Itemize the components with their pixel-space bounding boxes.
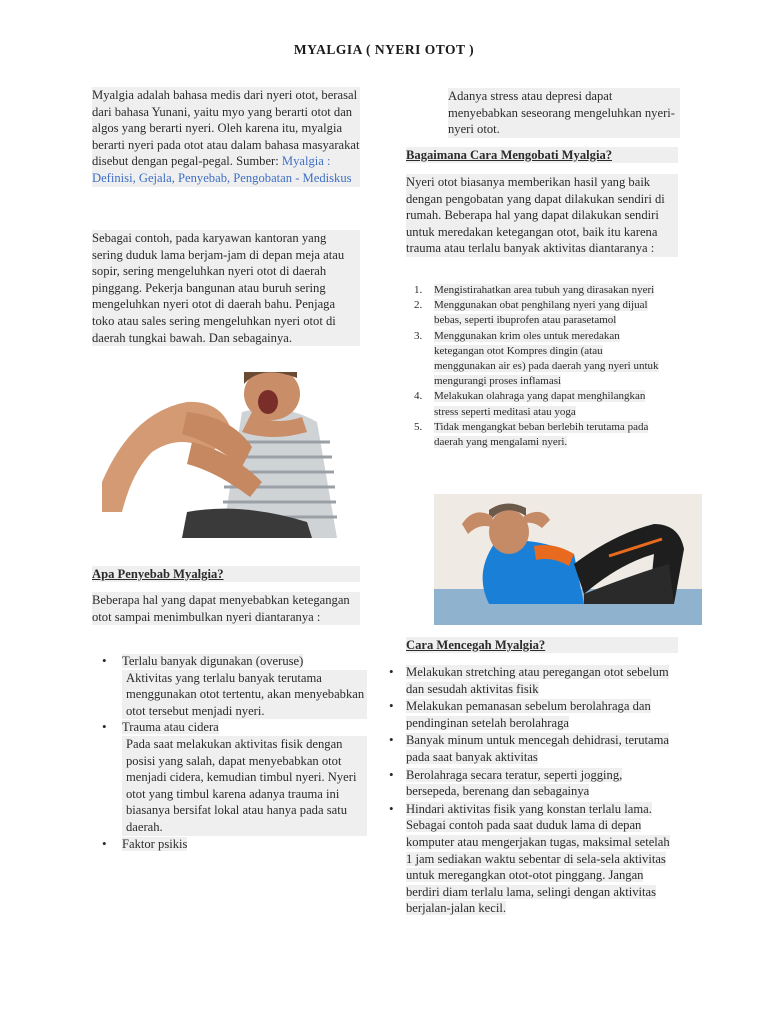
treatment-number: 2. xyxy=(414,299,423,312)
prevention-text: Berolahraga secara teratur, seperti jogging, bersepeda, berenang dan sebagainya xyxy=(406,767,623,799)
prevention-item xyxy=(406,767,670,800)
cause-item xyxy=(92,836,367,853)
treatment-number: 1. xyxy=(414,284,423,296)
cause-description: Pada saat melakukan aktivitas fisik dengan posisi yang salah, dapat menyebabkan otot menjadi cidera, kemudian timbul nyeri. Nyeri otot yang timbul karena adanya trauma ini biasanya bersifat lokal atau hanya pada satu daerah. xyxy=(122,736,367,836)
intro-paragraph xyxy=(92,87,360,187)
example-block xyxy=(92,230,360,346)
prevention-list-block xyxy=(406,664,670,918)
treatment-intro: Nyeri otot biasanya memberikan hasil yang baik dengan pengobatan yang dapat dilakukan sendiri di rumah. Beberapa hal yang dapat dilakukan sendiri untuk meredakan ketegangan otot, baik itu karena trauma atau terlalu banyak aktivitas diantaranya : xyxy=(406,174,678,257)
prevention-item xyxy=(406,664,670,697)
causes-list xyxy=(92,653,367,852)
treatment-item xyxy=(406,389,664,419)
cause-title: Trauma atau cidera xyxy=(122,720,219,735)
prevention-heading: Cara Mencegah Myalgia? xyxy=(406,637,678,653)
prevention-item xyxy=(406,801,670,917)
prevention-text: Melakukan pemanasan sebelum berolahraga dan pendinginan setelah berolahraga xyxy=(406,699,651,730)
treatment-item xyxy=(406,420,664,450)
treatment-number: 3. xyxy=(414,329,423,342)
prevention-text: Banyak minum untuk mencegah dehidrasi, terutama pada saat banyak aktivitas xyxy=(406,733,669,764)
treatment-list-block xyxy=(406,283,664,450)
treatment-item xyxy=(406,283,664,298)
situp-exercise-photo xyxy=(434,494,702,625)
cause-3-description-block xyxy=(448,88,680,138)
intro-block xyxy=(92,87,360,187)
intro-text: Myalgia adalah bahasa medis dari nyeri otot, berasal dari bahasa Yunani, yaitu myo yang berarti otot dan algos yang berarti nyeri. Oleh karena itu, myalgia berarti nyeri pada otot atau dalam bahasa masyarakat disebut dengan pegal-pegal. Sumber: xyxy=(92,88,360,169)
treatment-heading-block xyxy=(406,147,678,163)
cause-item xyxy=(92,653,367,719)
prevention-list xyxy=(406,664,670,917)
causes-intro-block xyxy=(92,592,360,625)
prevention-item xyxy=(406,698,670,731)
causes-heading: Apa Penyebab Myalgia? xyxy=(92,566,360,582)
page-title: MYALGIA ( NYERI OTOT ) xyxy=(293,42,475,57)
cause-title: Faktor psikis xyxy=(122,836,188,851)
treatment-number: 5. xyxy=(414,420,423,433)
cause-item xyxy=(92,719,367,835)
treatment-item xyxy=(406,329,664,390)
treatment-text: Menggunakan krim oles untuk meredakan ketegangan otot Kompres dingin (atau menggunakan air es) pada daerah yang nyeri untuk mengurangi proses inflamasi xyxy=(434,329,659,388)
treatment-text: Mengistirahatkan area tubuh yang dirasakan nyeri xyxy=(434,284,655,296)
prevention-text: Melakukan stretching atau peregangan otot sebelum dan sesudah aktivitas fisik xyxy=(406,665,669,696)
treatment-list xyxy=(406,283,664,450)
prevention-heading-block xyxy=(406,637,678,653)
prevention-text: Hindari aktivitas fisik yang konstan terlalu lama. Sebagai contoh pada saat duduk lama di depan komputer atau mengerjakan tugas, maksimal setelah 1 jam sediakan waktu sebentar di sela-sela aktivitas untuk meregangkan otot-otot pinggang. Jangan berdiri diam terlalu lama, selingi dengan aktivitas berjalan-jalan kecil. xyxy=(406,801,670,916)
treatment-item xyxy=(406,298,664,328)
causes-intro: Beberapa hal yang dapat menyebabkan ketegangan otot sampai menimbulkan nyeri diantaranya : xyxy=(92,592,360,625)
example-paragraph: Sebagai contoh, pada karyawan kantoran yang sering duduk lama berjam-jam di depan meja atau sopir, sering mengeluhkan nyeri otot di daerah pinggang. Pekerja bangunan atau buruh sering mengeluhkan nyeri otot di daerah bahu. Penjaga toko atau sales sering mengeluhkan nyeri otot di daerah tungkai bawah. Dan sebagainya. xyxy=(92,230,360,346)
knee-pain-photo xyxy=(92,372,368,538)
source-link[interactable]: Myalgia : Definisi, Gejala, Penyebab, Pengobatan - Mediskus xyxy=(92,154,352,185)
treatment-number: 4. xyxy=(414,390,423,403)
prevention-item xyxy=(406,732,670,765)
cause-description: Aktivitas yang terlalu banyak terutama menggunakan otot tertentu, akan menyebabkan otot tersebut menjadi nyeri. xyxy=(122,670,367,720)
causes-list-block xyxy=(92,653,367,852)
treatment-text: Tidak mengangkat beban berlebih terutama pada daerah yang mengalami nyeri. xyxy=(434,420,649,449)
treatment-text: Menggunakan obat penghilang nyeri yang dijual bebas, seperti ibuprofen atau parasetamol xyxy=(434,299,648,327)
knee-pain-illustration xyxy=(92,372,368,538)
treatment-heading: Bagaimana Cara Mengobati Myalgia? xyxy=(406,147,678,163)
situp-illustration xyxy=(434,494,702,625)
causes-heading-block xyxy=(92,566,360,582)
cause-description: Adanya stress atau depresi dapat menyebabkan seseorang mengeluhkan nyeri-nyeri otot. xyxy=(448,88,680,138)
treatment-text: Melakukan olahraga yang dapat menghilangkan stress seperti meditasi atau yoga xyxy=(434,390,646,418)
treatment-intro-block xyxy=(406,174,678,257)
cause-title: Terlalu banyak digunakan (overuse) xyxy=(122,654,304,668)
